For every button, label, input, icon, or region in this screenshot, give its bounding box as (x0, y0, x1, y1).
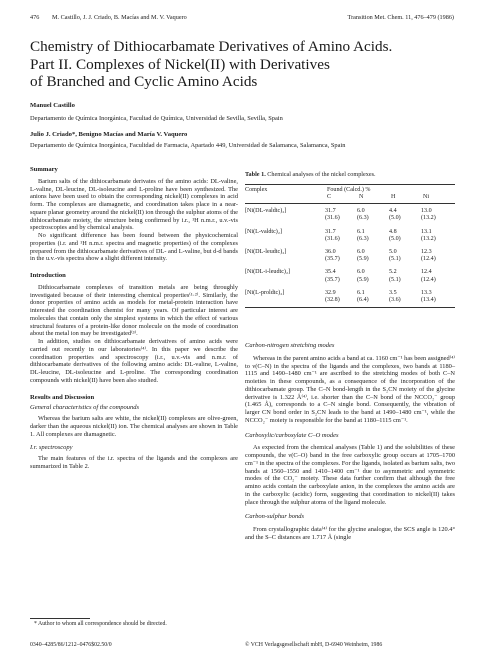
column-header-c: C (327, 193, 332, 200)
calcd-value: (5.9) (357, 256, 369, 263)
calcd-value: (32.8) (325, 296, 340, 303)
calcd-value: (31.6) (325, 215, 340, 222)
found-value: 5.0 (389, 248, 397, 255)
general-characteristics-paragraph: Whereas the barium salts are white, the nickel(II) complexes are olive-green, darker than the aqueous nickel(II) ion. The chemical analyses are shown in Table 1. All complexes are diamagnetic. (30, 415, 238, 438)
running-authors: M. Castillo, J. J. Criado, B. Macías and M. V. Vaquero (52, 14, 187, 21)
calcd-value: (5.1) (389, 256, 401, 263)
complex-name: [Ni(DL-leudtc)₂] (245, 248, 287, 255)
column-header-ni: Ni (423, 193, 430, 200)
calcd-value: (35.7) (325, 276, 340, 283)
found-value: 6.1 (357, 289, 365, 296)
affiliation-primary: Departamento de Química Inorgánica, Facultad de Química, Universidad de Sevilla, Sevilla, Spain (30, 115, 283, 122)
found-value: 13.0 (421, 208, 432, 215)
results-heading: Results and Discussion (30, 393, 95, 401)
found-value: 6.1 (357, 228, 365, 235)
calcd-value: (5.0) (389, 215, 401, 222)
found-value: 13.3 (421, 289, 432, 296)
complex-name: [Ni(DL-valdtc)₂] (245, 208, 287, 215)
found-value: 31.7 (325, 228, 336, 235)
ir-spectroscopy-paragraph: The main features of the i.r. spectra of the ligands and the complexes are summarized in Table 2. (30, 455, 238, 470)
table-1 (245, 171, 455, 308)
article-title (30, 38, 460, 91)
summary-paragraph: No significant difference has been found between the physicochemical properties (i.r. and ¹H n.m.r. spectra and magnetic properties) of the complexes prepared from the dithiocarbamate derivatives of DL- and L-valine, but d-d bands in the u.v.-vis spectra show a slight different intensity. (30, 232, 238, 263)
footer-copyright: © VCH Verlagsgesellschaft mbH, D-6940 Weinheim, 1986 (245, 642, 383, 648)
page-number: 476 (30, 14, 40, 21)
right-column (245, 342, 455, 542)
complex-name: [Ni(L-proldtc)₂] (245, 289, 285, 296)
title-line: of Branched and Cyclic Amino Acids (30, 73, 258, 91)
introduction-paragraph: Dithiocarbamate complexes of transition metals are being throughly investigated because of their interesting chemical properties⁽¹·²⁾. Similarly, the donor properties of amino acids as models for metal-protein interaction have interested the coordination chemist for many years. Of particular interest are molecules that contain only the simplest systems in which the effect of various structural features of a protein-like donor molecule on the mode of coordination about the metal ion may be investigated⁽³⁾. (30, 283, 238, 338)
title-line: Chemistry of Dithiocarbamate Derivatives of Amino Acids. (30, 38, 393, 55)
table-row (245, 249, 455, 263)
found-value: 3.5 (389, 289, 397, 296)
calcd-value: (5.1) (389, 276, 401, 283)
co-modes-paragraph: As expected from the chemical analyses (Table 1) and the solubilities of these compounds, the ν(C–O) band in the free carboxylic group occurs at 1705–1700 cm⁻¹ in the spectra of the complexes. For the ligands, isolated as barium salts, two bands at 1560–1550 and 1410–1400 cm⁻¹ due to asymmetric and symmetric modes of the CO₂⁻ moiety. These data further confirm that although the free amino acids contain the carboxylate anion, in the complexes the amino acids are in the carboxylic (acidic) form, suggesting that coordination to nickel(II) takes place through the sulphur atoms of the ligand molecule. (245, 444, 455, 506)
author-group: Julio J. Criado*, Benigno Macías and María V. Vaquero (30, 131, 188, 138)
table-row (245, 208, 455, 222)
table-caption-label: Table 1. (245, 171, 266, 178)
table-header-rule (245, 203, 455, 204)
column-header-found: Found (Calcd.) % (327, 186, 371, 193)
found-value: 6.0 (357, 269, 365, 276)
footnote: * Author to whom all correspondence should be directed. (34, 621, 167, 627)
found-value: 35.4 (325, 269, 336, 276)
calcd-value: (13.2) (421, 215, 436, 222)
table-top-rule (245, 184, 455, 185)
calcd-value: (3.6) (389, 296, 401, 303)
summary-heading: Summary (30, 166, 58, 173)
found-value: 32.9 (325, 289, 336, 296)
calcd-value: (13.4) (421, 296, 436, 303)
found-value: 12.3 (421, 248, 432, 255)
cs-bonds-paragraph: From crystallographic data⁽⁴⁾ for the glycine analogue, the SCS angle is 120.4° and the S–C distances are 1.717 Å (single (245, 526, 455, 541)
calcd-value: (12.4) (421, 256, 436, 263)
cn-stretching-heading: Carbon-nitrogen stretching modes (245, 342, 335, 349)
found-value: 6.0 (357, 208, 365, 215)
calcd-value: (6.4) (357, 296, 369, 303)
table-bottom-rule (245, 307, 455, 308)
found-value: 12.4 (421, 269, 432, 276)
journal-citation: Transition Met. Chem. 11, 476–479 (1986) (347, 14, 454, 21)
column-header-complex: Complex (245, 186, 268, 193)
ir-spectroscopy-heading: I.r. spectroscopy (30, 444, 73, 452)
cn-stretching-paragraph: Whereas in the parent amino acids a band at ca. 1160 cm⁻¹ has been assigned⁽⁴⁾ to ν(C–N) in the spectra of the ligands and the complexes, two bands at 1180–1115 and 1490–1480 cm⁻¹ are ascribed to the stretching modes of both C–N moieties in these compounds, as a consequence of the incorporation of the dithiocarbamate group. The C–N bond-length in the S₂CN moiety of the glycine derivative is 1.322 Å⁽⁴⁾, i.e. shorter than the C–N bond of the NCCO₂⁻ group (1.465 Å), corresponds to a C–N single bond. Consequently, the vibration of larger CN bond order in S₂CN leads to the band at 1490–1480 cm⁻¹, while the NCCO₂⁻ moiety is responsible for the band at 1180–1115 cm⁻¹. (245, 354, 455, 424)
found-value: 4.4 (389, 208, 397, 215)
found-value: 31.7 (325, 208, 336, 215)
table-row (245, 229, 455, 243)
co-modes-heading: Carboxylic/carboxylate C–O modes (245, 431, 339, 439)
introduction-paragraph: In addition, studies on dithiocarbamate derivatives of amino acids were carried out recently in our laboratories⁽⁴⁾. In this paper we describe the coordination properties and spectroscopy (i.r., u.v.-vis and n.m.r. of dithiocarbamate derivatives of the following amino acids: DL-valine, L-valine, DL-leucine, DL-isoleucine and L-proline. The corresponding coordination compounds with nickel(II) have been also studied. (30, 338, 238, 384)
introduction-heading: Introduction (30, 272, 66, 279)
running-header (30, 14, 454, 21)
table-body (245, 208, 455, 304)
calcd-value: (31.6) (325, 235, 340, 242)
calcd-value: (5.9) (357, 276, 369, 283)
column-header-h: H (391, 193, 396, 200)
table-caption (245, 171, 455, 179)
author-primary: Manuel Castillo (30, 102, 75, 109)
summary-paragraph: Barium salts of the dithiocarbamate derivates of the amino acids: DL-valine, L-valine, DL-leucine, DL-isoleucine and L-proline have been synthesized. The anions have been used to obtain the corresponding nickel(II) complexes in acid form. The complexes are diamagnetic, and coordination takes place in a near-square planar geometry around the nickel(II) ion through the sulphur atoms of the dithiocarbamate moiety, the structure being confirmed by i.r., ¹H n.m.r., u.v.-vis spectroscopies and by chemical analysis. (30, 177, 238, 232)
calcd-value: (12.4) (421, 276, 436, 283)
found-value: 36.0 (325, 248, 336, 255)
table-row (245, 290, 455, 304)
calcd-value: (35.7) (325, 256, 340, 263)
complex-name: [Ni(DL-i-leudtc)₂] (245, 269, 291, 276)
table-caption-text: Chemical analyses of the nickel complexes. (267, 171, 376, 178)
table-header (245, 187, 455, 201)
table-row (245, 269, 455, 283)
calcd-value: (5.0) (389, 235, 401, 242)
calcd-value: (6.3) (357, 235, 369, 242)
general-characteristics-heading: General characteristics of the compounds (30, 404, 140, 412)
found-value: 6.0 (357, 248, 365, 255)
title-line: Part II. Complexes of Nickel(II) with Derivatives (30, 55, 330, 73)
column-header-n: N (359, 193, 364, 200)
left-column (30, 166, 238, 471)
calcd-value: (13.2) (421, 235, 436, 242)
affiliation-secondary: Departamento de Química Inorgánica, Facultdad de Farmacia, Apartado 449, Universidad de Salamanca, Salamanca, Spain (30, 142, 346, 149)
calcd-value: (6.3) (357, 215, 369, 222)
cs-bonds-heading: Carbon-sulphur bonds (245, 513, 305, 521)
complex-name: [Ni(L-valdtc)₂] (245, 228, 282, 235)
found-value: 4.8 (389, 228, 397, 235)
footnote-rule (30, 618, 90, 619)
found-value: 5.2 (389, 269, 397, 276)
footer-issn: 0340–4285/86/1212–0476$02.50/0 (30, 642, 112, 648)
found-value: 13.1 (421, 228, 432, 235)
